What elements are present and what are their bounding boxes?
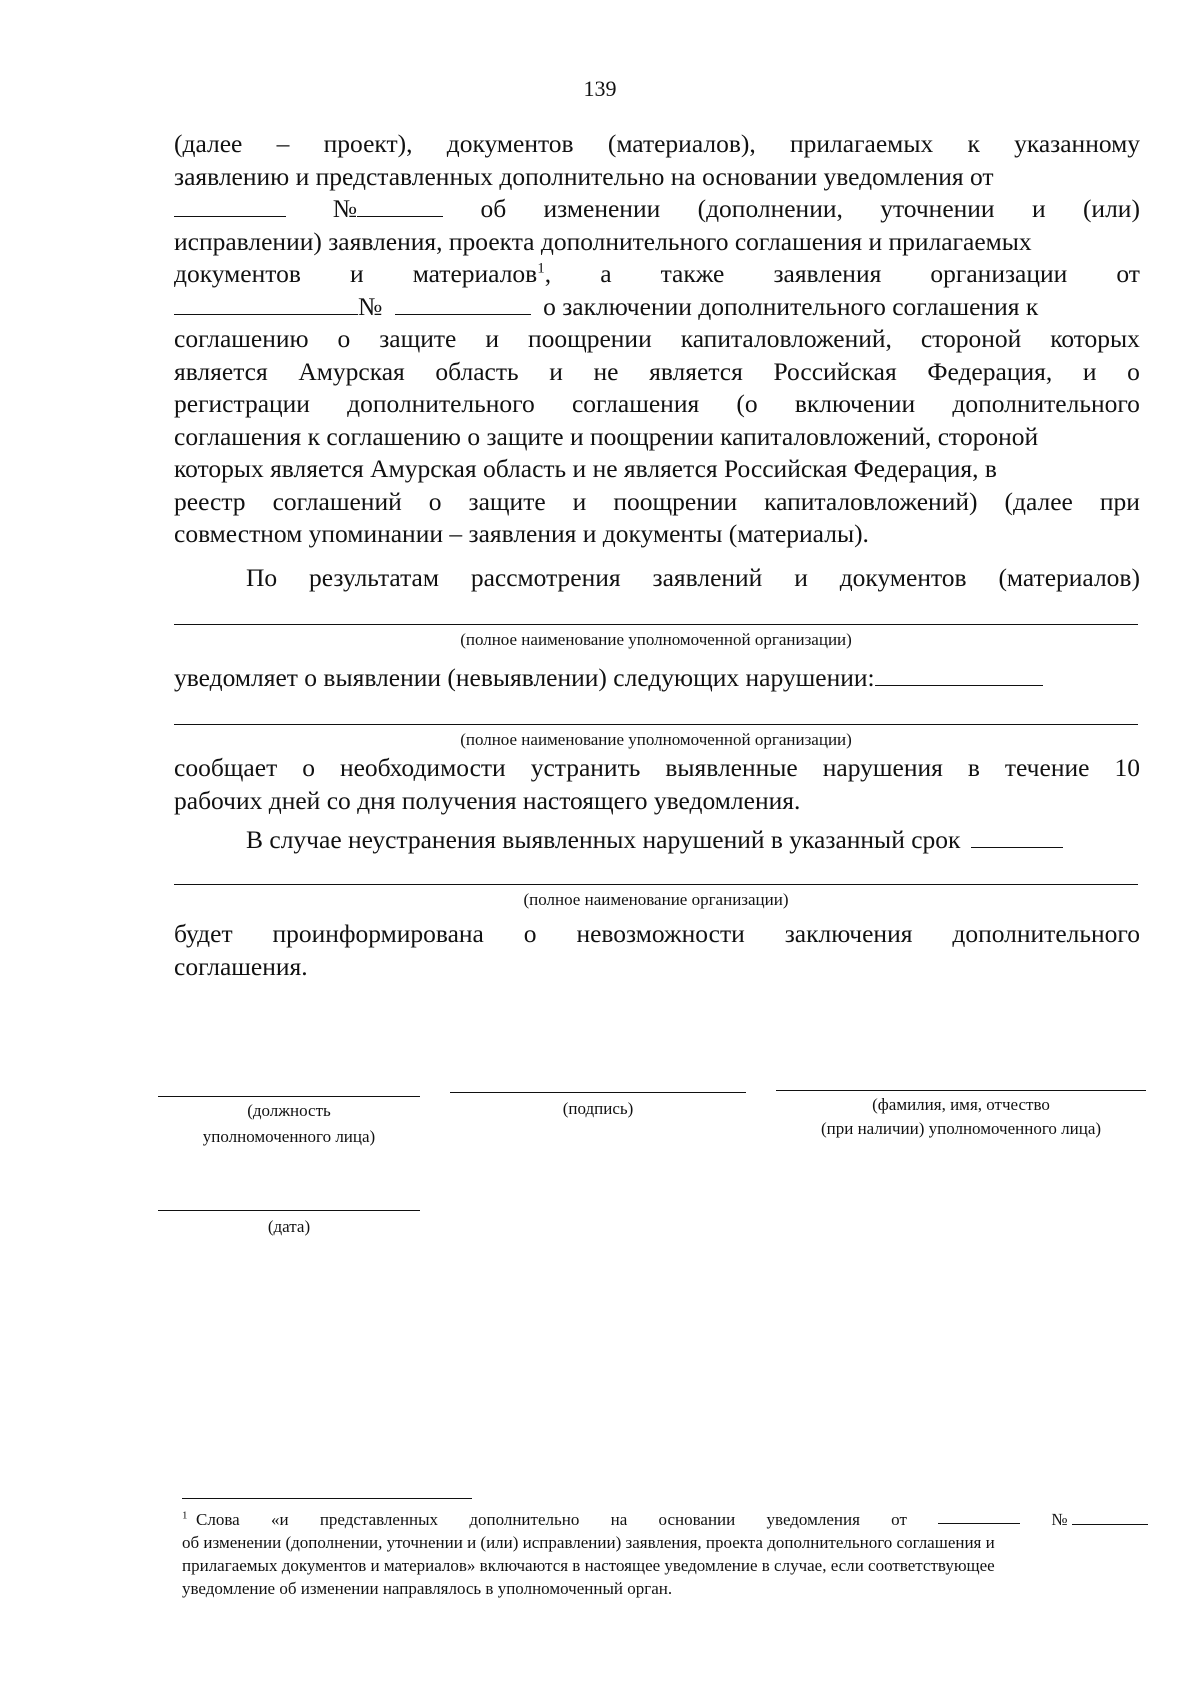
blank-date-field[interactable] xyxy=(174,194,286,217)
blank-number-field[interactable] xyxy=(357,194,443,217)
paragraph-5 xyxy=(174,918,1140,983)
footnote-separator xyxy=(182,1498,472,1499)
p1-line-9: регистрации дополнительного соглашения (о включении дополнительного xyxy=(174,389,1140,418)
notify-line: уведомляет о выявлении (невыявлении) следующих нарушении: xyxy=(174,662,1140,695)
caption-org-2: (полное наименование уполномоченной организации) xyxy=(460,730,852,749)
org-name-line-3[interactable] xyxy=(174,884,1138,885)
p1-line-13: совместном упоминании – заявления и документы (материалы). xyxy=(174,519,869,548)
page-number: 139 xyxy=(583,76,617,101)
caption-date: (дата) xyxy=(267,1217,311,1236)
full-name-line[interactable] xyxy=(776,1090,1146,1091)
p3-line-1: сообщает о необходимости устранить выявленные нарушения в течение 10 xyxy=(174,753,1140,782)
footnote-line-4: уведомление об изменении направлялось в уполномоченный орган. xyxy=(182,1579,673,1598)
caption-full-name: (фамилия, имя, отчество (при наличии) уполномоченного лица) xyxy=(820,1095,1102,1138)
position-signature-line[interactable] xyxy=(158,1096,420,1097)
blank-date-field-2[interactable] xyxy=(174,292,358,315)
p1-line-8: является Амурская область и не является Российская Федерация, и о xyxy=(174,356,1140,386)
p1-line-5: документов и материалов$^1$, а также заявления организации от xyxy=(174,259,1140,288)
caption-org-1: (полное наименование уполномоченной организации) xyxy=(460,630,852,649)
p1-line-6: № о заключении дополнительного соглашения к xyxy=(174,291,1140,324)
paragraph-4: В случае неустранения выявленных нарушений в указанный срок xyxy=(174,824,1140,857)
caption-org-3: (полное наименование организации) xyxy=(523,890,789,909)
p1-line-12: реестр соглашений о защите и поощрении капиталовложений) (далее при xyxy=(174,486,1140,516)
p1-line-1: (далее – проект), документов (материалов), прилагаемых к указанному xyxy=(174,129,1140,158)
caption-sign: (подпись) xyxy=(562,1099,634,1118)
footnote xyxy=(182,1508,1148,1600)
p1-line-10: соглашения к соглашению о защите и поощрении капиталовложений, стороной xyxy=(174,421,1039,451)
paragraph-2 xyxy=(174,562,1140,595)
caption-position: (должность уполномоченного лица) xyxy=(202,1101,376,1146)
footnote-number-field[interactable] xyxy=(1072,1509,1148,1525)
footnote-date-field[interactable] xyxy=(938,1508,1020,1524)
deadline-field[interactable] xyxy=(971,825,1063,848)
violations-field[interactable] xyxy=(875,663,1043,686)
p1-line-4: исправлении) заявления, проекта дополнительного соглашения и прилагаемых xyxy=(174,226,1032,256)
p3-line-2: рабочих дней со дня получения настоящего уведомления. xyxy=(174,785,801,815)
p5-line-1: будет проинформирована о невозможности заключения дополнительного xyxy=(174,919,1140,948)
org-name-line-1[interactable] xyxy=(174,624,1138,625)
sign-line[interactable] xyxy=(450,1092,746,1093)
paragraph-3 xyxy=(174,752,1140,817)
p5-line-2: соглашения. xyxy=(174,951,308,981)
p1-line-11: которых является Амурская область и не является Российская Федерация, в xyxy=(174,454,997,483)
date-line[interactable] xyxy=(158,1210,420,1211)
p1-line-3: № об изменении (дополнении, уточнении и (или) xyxy=(174,193,1140,226)
footnote-mark: 1 xyxy=(182,1509,188,1522)
p1-line-7: соглашению о защите и поощрении капиталовложений, стороной которых xyxy=(174,324,1140,353)
footnote-line-2: об изменении (дополнении, уточнении и (или) исправлении) заявления, проекта дополнительного соглашения и xyxy=(182,1533,995,1552)
org-name-line-2[interactable] xyxy=(174,724,1138,725)
footnote-ref: 1 xyxy=(537,260,545,277)
paragraph-1 xyxy=(174,128,1140,551)
p1-line-2: заявлению и представленных дополнительно на основании уведомления от xyxy=(174,161,994,191)
footnote-line-1: $^1$ Слова «и представленных дополнительно на основании уведомления от № xyxy=(182,1508,1148,1531)
blank-number-field-2[interactable] xyxy=(395,292,531,315)
footnote-line-3: прилагаемых документов и материалов» включаются в настоящее уведомление в случае, если соответствующее xyxy=(182,1556,995,1575)
p2-line-1: По результатам рассмотрения заявлений и документов (материалов) xyxy=(246,563,1140,592)
